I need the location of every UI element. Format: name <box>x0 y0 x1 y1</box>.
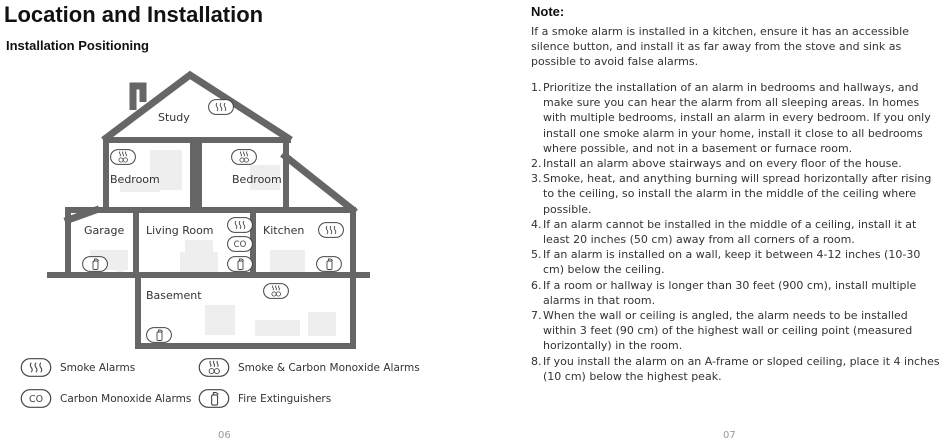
smoke-co-alarm-icon <box>198 358 230 377</box>
fire-extinguisher-icon <box>317 257 342 272</box>
list-item: 6. If a room or hallway is longer than 30 feet (900 cm), install multiple alarms in that room. <box>531 278 917 307</box>
smoke-co-alarm-icon <box>111 150 136 165</box>
room-label-garage: Garage <box>84 224 125 237</box>
legend-label: Carbon Monoxide Alarms <box>60 392 192 405</box>
page-number: 07 <box>723 430 736 441</box>
legend-label: Smoke Alarms <box>60 361 136 374</box>
smoke-alarm-icon <box>228 218 253 233</box>
fire-extinguisher-icon <box>83 257 108 272</box>
installation-guidelines-list <box>531 80 943 384</box>
room-label-basement: Basement <box>146 289 202 302</box>
co-alarm-symbol: CO <box>28 394 44 405</box>
list-item: 1. Prioritize the installation of an alarm in bedrooms and hallways, and make sure you can hear the alarm from all sleeping areas. In homes with multiple bedrooms, install an alarm in every bedroom. If you only install one smoke alarm in your home, install it close to all bedrooms where possible, and not in a basement or furnace room. <box>531 81 931 155</box>
legend <box>20 356 460 412</box>
smoke-alarm-icon <box>209 100 234 115</box>
legend-label: Fire Extinguishers <box>238 392 332 405</box>
page-number: 06 <box>218 430 231 441</box>
list-item: 2. Install an alarm above stairways and on every floor of the house. <box>531 157 902 171</box>
list-item: 5. If an alarm is installed on a wall, keep it between 4-12 inches (10-30 cm) below the ceiling. <box>531 248 921 277</box>
legend-label: Smoke & Carbon Monoxide Alarms <box>238 361 420 374</box>
smoke-alarm-icon <box>319 223 344 238</box>
room-label-kitchen: Kitchen <box>263 224 305 237</box>
list-item: 4. If an alarm cannot be installed in the middle of a ceiling, install it at least 20 inches (50 cm) away from all corners of a room. <box>531 217 917 247</box>
list-item: 7. When the wall or ceiling is angled, the alarm needs to be installed within 3 feet (90 cm) of the highest wall or ceiling point (measured horizontally) in the room. <box>531 309 913 353</box>
note-text: If a smoke alarm is installed in a kitchen, ensure it has an accessible silence button, and install it as far away from the stove and sink as possible to avoid false alarms. <box>531 25 909 68</box>
co-alarm-symbol: CO <box>233 240 247 250</box>
legend-item-smoke-co <box>198 358 420 377</box>
chimney <box>133 86 143 110</box>
room-label-bedroom-right: Bedroom <box>232 173 282 186</box>
page-title: Location and Installation <box>4 2 264 27</box>
list-item: 3. Smoke, heat, and anything burning will spread horizontally after rising to the ceiling, so install the alarm in the middle of the ceiling where possible. <box>531 172 932 216</box>
note-title: Note: <box>531 4 565 19</box>
smoke-co-alarm-icon <box>264 284 289 299</box>
smoke-co-alarm-icon <box>232 150 257 165</box>
legend-item-co <box>20 389 191 408</box>
room-label-living-room: Living Room <box>146 224 214 237</box>
fire-extinguisher-icon <box>198 389 230 408</box>
fire-extinguisher-icon <box>228 257 253 272</box>
fire-extinguisher-icon <box>147 328 172 343</box>
smoke-alarm-icon <box>20 358 52 377</box>
list-item: 8. If you install the alarm on an A-frame or sloped ceiling, place it 4 inches (10 cm) below the highest peak. <box>531 354 940 383</box>
right-page <box>475 0 950 445</box>
house-diagram <box>40 70 370 350</box>
legend-item-fire-ext <box>198 389 331 408</box>
co-alarm-icon <box>20 389 52 408</box>
section-subtitle: Installation Positioning <box>6 38 149 53</box>
legend-item-smoke <box>20 358 135 377</box>
room-label-study: Study <box>158 111 190 124</box>
room-label-bedroom-left: Bedroom <box>110 173 160 186</box>
